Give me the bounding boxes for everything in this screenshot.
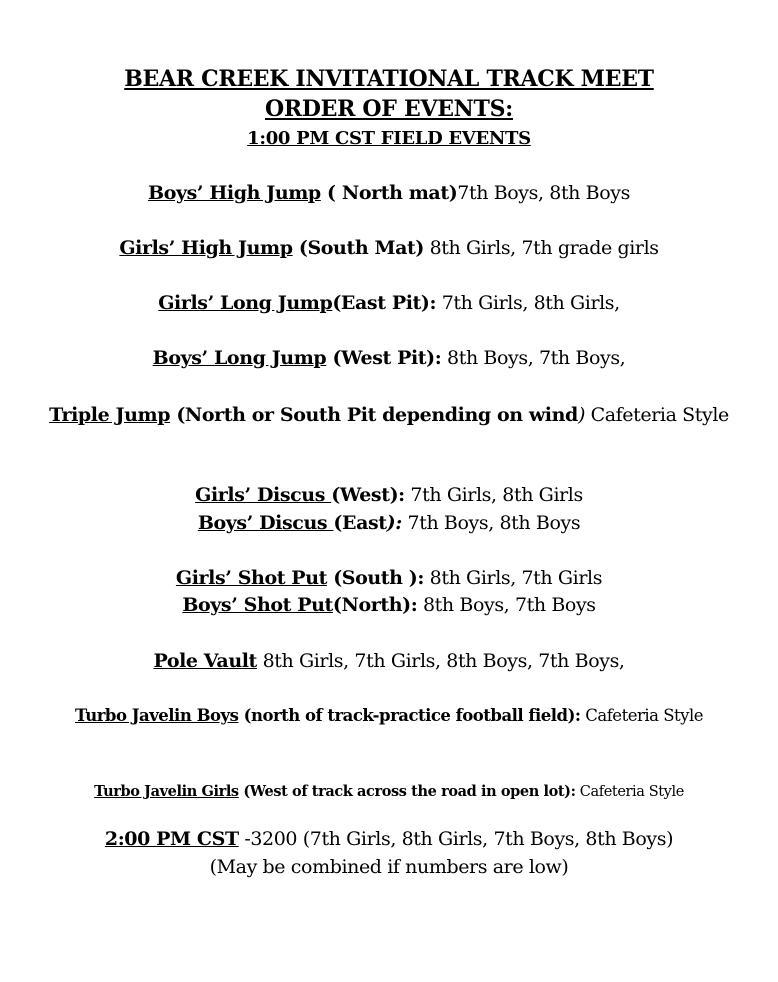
meet-title: BEAR CREEK INVITATIONAL TRACK MEET: [124, 66, 654, 92]
event-location: (East Pit):: [332, 292, 437, 314]
event-location: ( North mat): [320, 182, 458, 204]
event-details: 8th Girls, 7th grade girls: [423, 237, 659, 259]
event-location: (North):: [332, 594, 418, 616]
event-location: (West Pit):: [326, 347, 442, 369]
event-girls-long-jump: [40, 292, 738, 314]
running-note: (May be combined if numbers are low): [209, 856, 569, 878]
event-boys-shot-put: [40, 594, 738, 616]
event-name: Boys’ High Jump: [148, 182, 321, 204]
event-triple-jump: [48, 402, 730, 429]
event-location: (West of track across the road in open lot):: [238, 783, 576, 800]
event-details: Cafeteria Style: [580, 706, 704, 725]
event-boys-long-jump: [40, 347, 738, 369]
event-girls-high-jump: [40, 237, 738, 259]
event-details: 8th Girls, 7th Girls: [424, 567, 603, 589]
event-location: (South ):: [326, 567, 425, 589]
event-details: 7th Girls, 8th Girls,: [436, 292, 620, 314]
event-details: 7th Boys, 8th Boys: [401, 512, 581, 534]
event-details: Cafeteria Style: [584, 404, 729, 426]
event-name: Girls’ High Jump: [119, 237, 293, 259]
event-details: 8th Boys, 7th Boys,: [441, 347, 626, 369]
event-turbo-javelin-boys: [40, 703, 738, 729]
event-name: Boys’ Discus: [197, 512, 334, 534]
event-location: (North or South Pit depending on wind: [170, 404, 578, 426]
running-details: -3200 (7th Girls, 8th Girls, 7th Boys, 8th Boys): [238, 828, 674, 850]
event-location: (West):: [331, 484, 405, 506]
event-details: 8th Boys, 7th Boys: [417, 594, 596, 616]
event-pole-vault: [40, 650, 738, 672]
event-details: 8th Girls, 7th Girls, 8th Boys, 7th Boys,: [256, 650, 625, 672]
event-name: Pole Vault: [153, 650, 257, 672]
event-name: Turbo Javelin Boys: [74, 706, 239, 725]
event-girls-shot-put: [40, 567, 738, 589]
order-of-events-heading: ORDER OF EVENTS:: [265, 96, 513, 122]
event-boys-high-jump: [40, 182, 738, 204]
event-name: Girls’ Long Jump: [158, 292, 333, 314]
field-events-time-heading: 1:00 PM CST FIELD EVENTS: [247, 128, 531, 149]
event-name: Girls’ Discus: [195, 484, 332, 506]
event-name: Boys’ Shot Put: [182, 594, 333, 616]
event-location: (East: [333, 512, 387, 534]
event-name: Girls’ Shot Put: [175, 567, 327, 589]
event-location: (South Mat): [292, 237, 424, 259]
event-details: 7th Boys, 8th Boys: [457, 182, 630, 204]
event-location: (north of track-practice football field):: [238, 706, 581, 725]
event-details: 7th Girls, 8th Girls: [404, 484, 583, 506]
event-location-close: ):: [386, 512, 402, 534]
running-time: 2:00 PM CST: [104, 828, 239, 850]
event-girls-discus: [40, 484, 738, 506]
event-location-close: ): [577, 404, 585, 426]
event-name: Turbo Javelin Girls: [94, 783, 239, 800]
event-name: Triple Jump: [49, 404, 171, 426]
running-event-3200: [40, 828, 738, 850]
event-name: Boys’ Long Jump: [152, 347, 327, 369]
event-turbo-javelin-girls: [40, 783, 738, 800]
event-boys-discus: [40, 512, 738, 534]
event-details: Cafeteria Style: [575, 784, 684, 800]
